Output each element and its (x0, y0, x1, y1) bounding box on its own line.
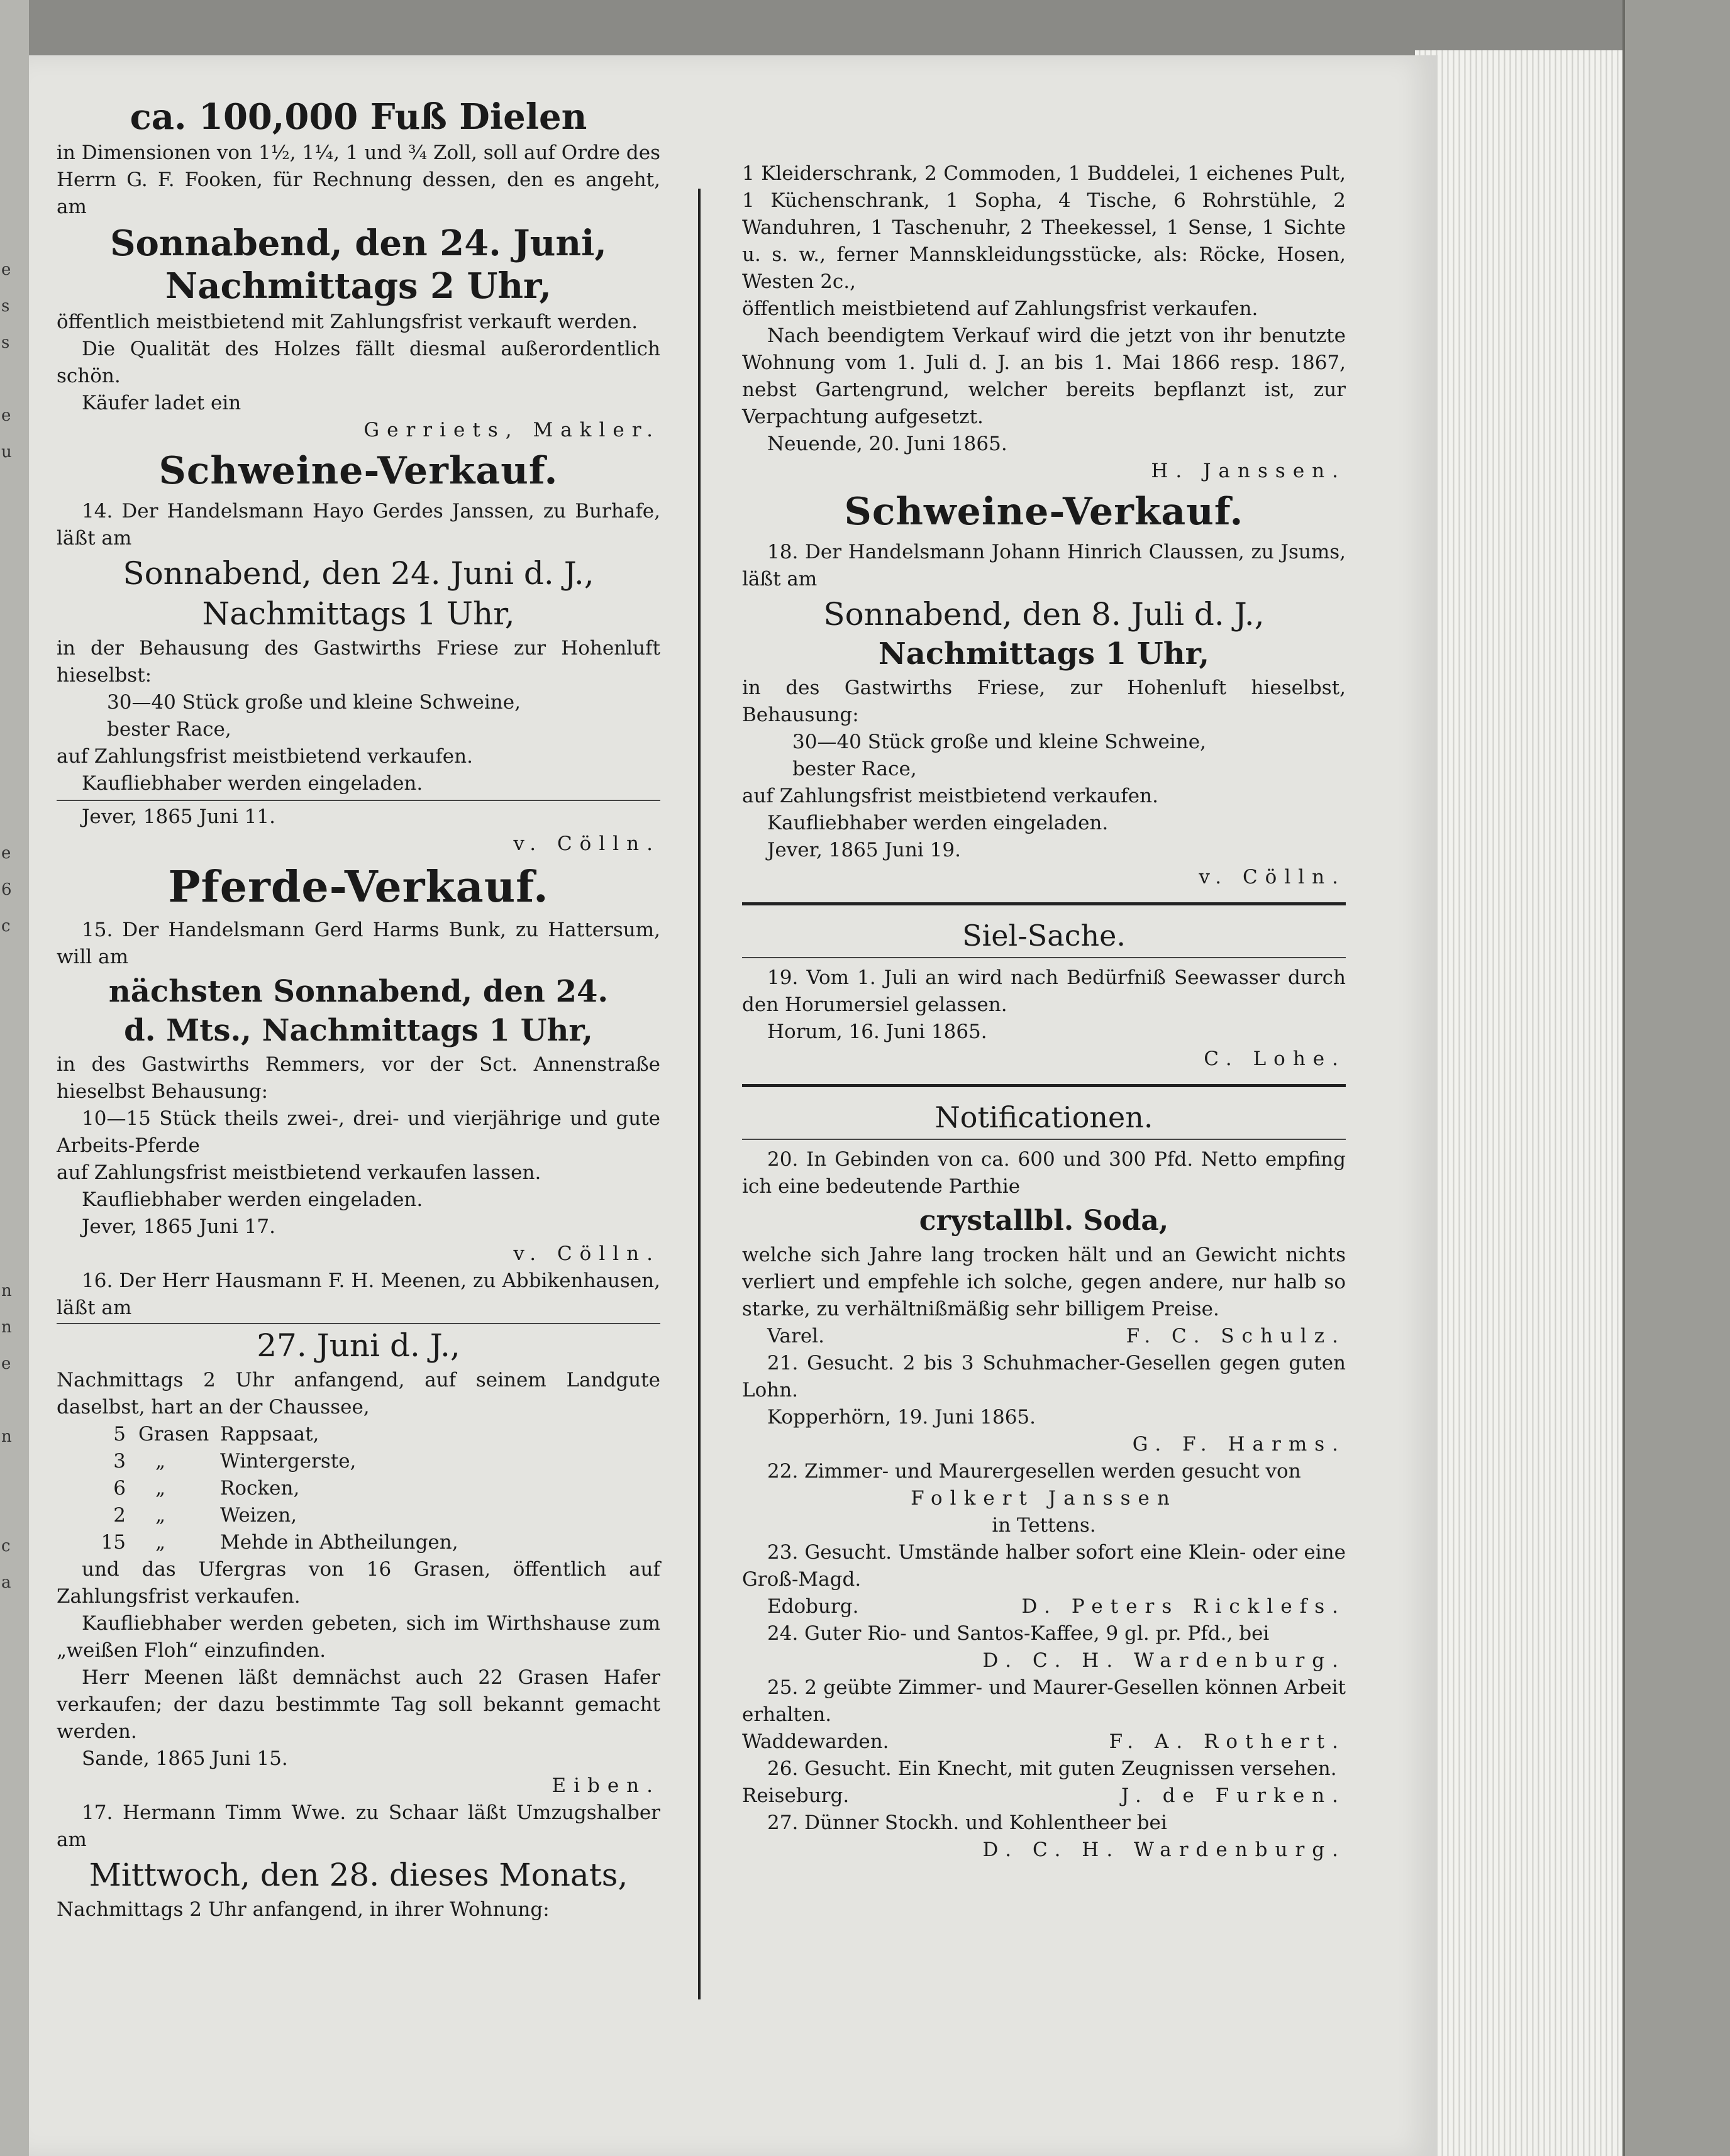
ad-title: Siel-Sache. (962, 919, 1126, 953)
ad-timm-continued (742, 160, 1346, 485)
notice-text: 26. Gesucht. Ein Knecht, mit guten Zeugnissen versehen. (767, 1757, 1337, 1780)
ad-text: auf Zahlungsfrist meistbietend verkaufen lassen. (57, 1161, 541, 1184)
facing-page-fragment: e s s e u e 6 c n n e n c a (1, 260, 12, 1592)
notice-text: 20. In Gebinden von ca. 600 und 300 Pfd. Netto empfing ich eine bedeutende Parthie (742, 1148, 1346, 1198)
section-title: Notificationen. (934, 1100, 1153, 1134)
facing-page-strip (0, 0, 29, 2156)
ad-place-date: Jever, 1865 Juni 19. (767, 839, 961, 861)
ad-date: Sonnabend, den 24. Juni, (110, 223, 607, 264)
divider (742, 957, 1346, 958)
ad-text: 15. Der Handelsmann Gerd Harms Bunk, zu Hattersum, will am (57, 919, 660, 968)
notice-signature: G. F. Harms. (1132, 1433, 1346, 1456)
ad-text: Käufer ladet ein (82, 392, 241, 414)
ad-place-date: Jever, 1865 Juni 17. (82, 1215, 275, 1238)
section-rule (742, 1084, 1346, 1087)
ad-text: in des Gastwirths Friese, zur Hohenluft hieselbst, Behausung: (742, 677, 1346, 726)
ad-pferde-verkauf (57, 863, 660, 1268)
book-page-edges (1415, 50, 1622, 2156)
section-rule (742, 902, 1346, 905)
ad-text: auf Zahlungsfrist meistbietend verkaufen. (57, 745, 473, 768)
ad-text: 14. Der Handelsmann Hayo Gerdes Janssen, zu Burhafe, läßt am (57, 500, 660, 550)
ad-title: Pferde-Verkauf. (168, 862, 549, 912)
ad-text: in des Gastwirths Remmers, vor der Sct. Annenstraße hieselbst Behausung: (57, 1053, 660, 1103)
notice-signature-place: in Tettens. (992, 1514, 1096, 1537)
ad-place-date: Jever, 1865 Juni 11. (82, 805, 275, 828)
notice-signature: D. C. H. Wardenburg. (982, 1649, 1346, 1672)
notice-text: 21. Gesucht. 2 bis 3 Schuhmacher-Gesellen gegen guten Lohn. (742, 1352, 1346, 1401)
notice-text: 23. Gesucht. Umstände halber sofort eine Klein- oder eine Groß-Magd. (742, 1541, 1346, 1591)
ad-timm (57, 1799, 660, 1923)
book-cover (1622, 0, 1730, 2156)
ad-date: nächsten Sonnabend, den 24. (108, 974, 609, 1009)
divider (742, 1139, 1346, 1140)
notice-place: Reiseburg. (742, 1784, 850, 1807)
ad-text: Kaufliebhaber werden gebeten, sich im Wirthshause zum „weißen Floh“ einzufinden. (57, 1612, 660, 1662)
ad-signature: v. Cölln. (1199, 866, 1346, 888)
notice-signature: J. de Furken. (1121, 1784, 1346, 1807)
left-column (57, 94, 660, 1923)
ad-signature: v. Cölln. (513, 1242, 660, 1265)
ad-item: bester Race, (792, 758, 917, 780)
notice-place: Waddewarden. (742, 1730, 889, 1753)
ad-signature: H. Janssen. (1151, 460, 1346, 482)
ad-signature: Gerriets, Makler. (363, 419, 660, 441)
ad-text: auf Zahlungsfrist meistbietend verkaufen. (742, 785, 1158, 807)
notice-signature: Folkert Janssen (911, 1487, 1177, 1510)
ad-place-date: Neuende, 20. Juni 1865. (767, 433, 1007, 455)
notice-signature: D. C. H. Wardenburg. (982, 1838, 1346, 1861)
list-item: 3 „ Wintergerste, (113, 1450, 357, 1473)
ad-text: 1 Kleiderschrank, 2 Commoden, 1 Buddelei, 1 eichenes Pult, 1 Küchenschrank, 1 Sopha, 4 Tische, 6 Rohrstühle, 2 Wanduhren, 1 Taschenuhr, 2 Theekessel, 1 Sense, 1 Sichte u. s. w., ferner Mannskleidungsstücke, als: Röcke, Hosen, Westen 2c., (742, 162, 1346, 293)
notice-text: welche sich Jahre lang trocken hält und an Gewicht nichts verliert und empfehle ich solche, gegen andere, nur halb so starke, zu verhältnißmäßig sehr billigem Preise. (742, 1244, 1346, 1320)
ad-signature: C. Lohe. (1204, 1048, 1346, 1070)
ad-dielen (57, 97, 660, 444)
notice-text: 25. 2 geübte Zimmer- und Maurer-Gesellen können Arbeit erhalten. (742, 1676, 1346, 1726)
notice-text: 27. Dünner Stockh. und Kohlentheer bei (767, 1811, 1167, 1834)
divider (57, 800, 660, 801)
ad-meenen (57, 1268, 660, 1799)
notice-signature: F. A. Rothert. (1109, 1730, 1346, 1753)
list-item: 6 „ Rocken, (113, 1477, 300, 1500)
notice-text: 24. Guter Rio- und Santos-Kaffee, 9 gl. pr. Pfd., bei (767, 1622, 1270, 1645)
notice-place-date: Kopperhörn, 19. Juni 1865. (767, 1406, 1036, 1429)
ad-text: Nach beendigtem Verkauf wird die jetzt von ihr benutzte Wohnung vom 1. Juli d. J. an bis 1. Mai 1866 resp. 1867, nebst Gartengrund, welcher bereits bepflanzt ist, zur Verpachtung aufgesetzt. (742, 324, 1346, 428)
ad-place-date: Sande, 1865 Juni 15. (82, 1747, 288, 1770)
notice-footer (742, 1783, 1346, 1810)
ad-place-date: Horum, 16. Juni 1865. (767, 1020, 987, 1043)
list-item: 5 Grasen Rappsaat, (113, 1423, 319, 1446)
ad-siel-sache (742, 917, 1346, 1073)
notice-text: 22. Zimmer- und Maurergesellen werden gesucht von (767, 1460, 1301, 1483)
ad-date: Mittwoch, den 28. dieses Monats, (89, 1857, 628, 1893)
ad-title: Schweine-Verkauf. (844, 490, 1244, 534)
ad-item: bester Race, (107, 718, 231, 741)
column-rule (698, 189, 701, 1999)
right-column (742, 160, 1346, 1864)
notice-signature: F. C. Schulz. (1126, 1325, 1346, 1347)
list-item: 15 „ Mehde in Abtheilungen, (101, 1531, 458, 1554)
ad-time: Nachmittags 1 Uhr, (202, 595, 515, 632)
divider (57, 1323, 660, 1324)
ad-signature: Eiben. (552, 1774, 660, 1797)
ad-text: Kaufliebhaber werden eingeladen. (767, 812, 1109, 834)
ad-date: Sonnabend, den 24. Juni d. J., (123, 555, 594, 592)
ad-signature: v. Cölln. (513, 832, 660, 855)
ad-item: 10—15 Stück theils zwei-, drei- und vierjährige und gute Arbeits-Pferde (57, 1107, 660, 1157)
notice-highlight: crystallbl. Soda, (919, 1205, 1169, 1237)
notice-place: Edoburg. (767, 1595, 859, 1618)
ad-title: ca. 100,000 Fuß Dielen (130, 96, 587, 138)
ad-date: Sonnabend, den 8. Juli d. J., (823, 596, 1265, 633)
ad-text: und das Ufergras von 16 Grasen, öffentlich auf Zahlungsfrist verkaufen. (57, 1558, 660, 1608)
notificationen (742, 1098, 1346, 1864)
ad-text: Kaufliebhaber werden eingeladen. (82, 1188, 423, 1211)
ad-schweine-verkauf-1 (57, 449, 660, 858)
ad-schweine-verkauf-2 (742, 490, 1346, 891)
ad-text: öffentlich meistbietend auf Zahlungsfrist verkaufen. (742, 297, 1258, 320)
ad-text: Nachmittags 2 Uhr anfangend, in ihrer Wohnung: (57, 1898, 550, 1921)
ad-text: Kaufliebhaber werden eingeladen. (82, 772, 423, 795)
notice-footer (742, 1593, 1346, 1620)
ad-date: 27. Juni d. J., (257, 1327, 460, 1364)
ad-text: 18. Der Handelsmann Johann Hinrich Claussen, zu Jsums, läßt am (742, 541, 1346, 590)
notice-place: Varel. (767, 1325, 824, 1347)
ad-text: Nachmittags 2 Uhr anfangend, auf seinem Landgute daselbst, hart an der Chaussee, (57, 1369, 660, 1418)
ad-time: Nachmittags 2 Uhr, (165, 265, 552, 307)
ad-text: Die Qualität des Holzes fällt diesmal außerordentlich schön. (57, 338, 660, 387)
notice-footer (742, 1728, 1346, 1755)
notice-footer (742, 1323, 1346, 1350)
notice-signature: D. Peters Ricklefs. (1021, 1595, 1346, 1618)
ad-text: 19. Vom 1. Juli an wird nach Bedürfniß Seewasser durch den Horumersiel gelassen. (742, 966, 1346, 1016)
ad-title: Schweine-Verkauf. (158, 449, 558, 493)
ad-item: 30—40 Stück große und kleine Schweine, (107, 691, 521, 714)
ad-text: in Dimensionen von 1½, 1¼, 1 und ¾ Zoll, soll auf Ordre des Herrn G. F. Fooken, für Rechnung dessen, den es angeht, am (57, 141, 660, 218)
ad-text: 17. Hermann Timm Wwe. zu Schaar läßt Umzugshalber am (57, 1801, 660, 1851)
ad-time: Nachmittags 1 Uhr, (878, 636, 1210, 672)
ad-time: d. Mts., Nachmittags 1 Uhr, (124, 1013, 593, 1048)
ad-item: 30—40 Stück große und kleine Schweine, (792, 731, 1206, 753)
ad-text: Herr Meenen läßt demnächst auch 22 Grasen Hafer verkaufen; der dazu bestimmte Tag soll bekannt gemacht werden. (57, 1666, 660, 1743)
list-item: 2 „ Weizen, (113, 1504, 297, 1527)
ad-text: 16. Der Herr Hausmann F. H. Meenen, zu Abbikenhausen, läßt am (57, 1269, 660, 1319)
ad-text: in der Behausung des Gastwirths Friese zur Hohenluft hieselbst: (57, 637, 660, 687)
ad-text: öffentlich meistbietend mit Zahlungsfrist verkauft werden. (57, 311, 638, 333)
